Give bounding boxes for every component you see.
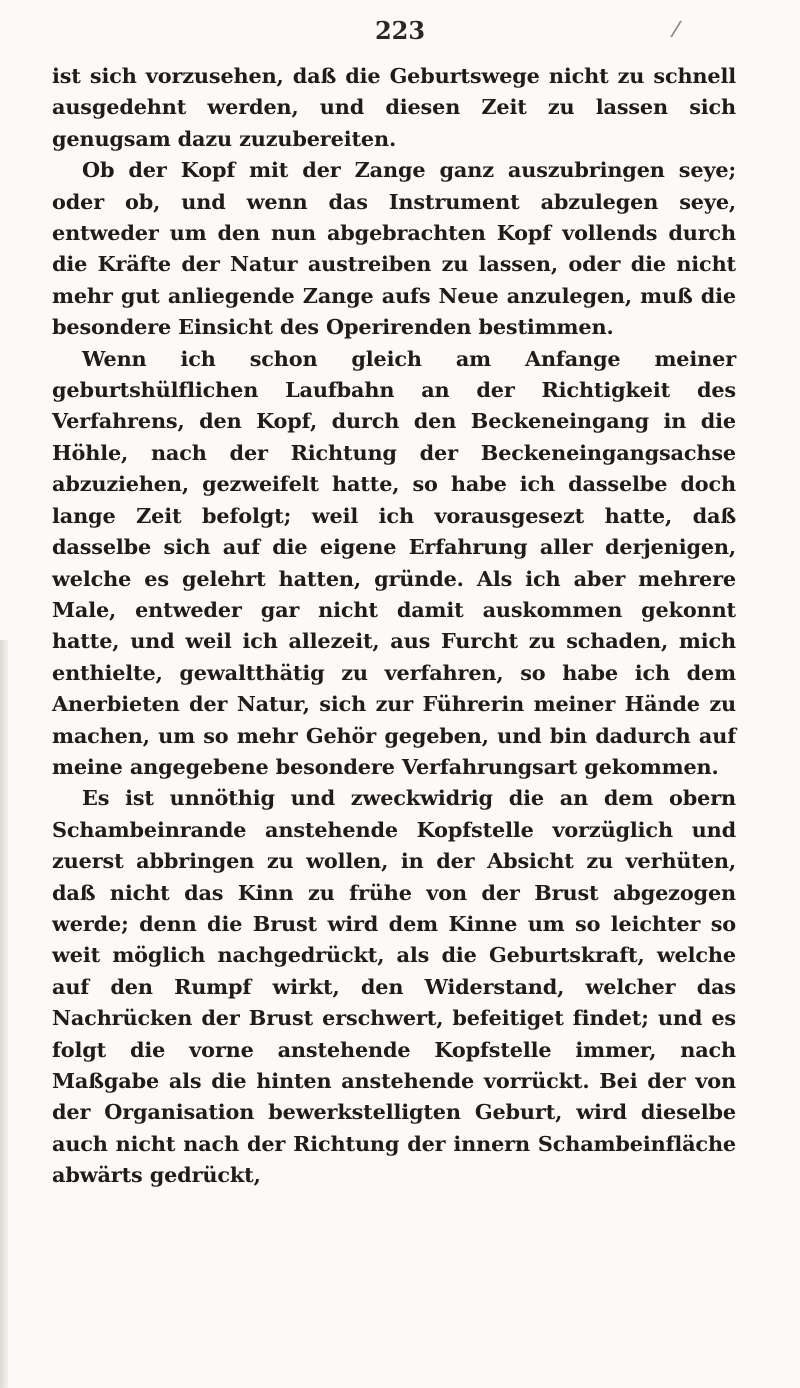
page-number: 223 (374, 16, 426, 45)
corner-mark: / (669, 16, 683, 43)
paragraph-1: ist sich vorzusehen, daß die Geburtswege nicht zu schnell ausgedehnt werden, und diesen Zeit zu lassen sich genugsam dazu zuzubereiten. (52, 63, 736, 151)
paragraph-2: Ob der Kopf mit der Zange ganz auszubringen seye; oder ob, und wenn das Instrument abzulegen seye, entweder um den nun abgebrachten Kopf vollends durch die Kräfte der Natur austreiben zu lassen, oder die nicht mehr gut anliegende Zange aufs Neue anzulegen, muß die besondere Einsicht des Operirenden bestimmen. (52, 157, 736, 340)
page-edge-shadow (0, 640, 8, 1388)
body-text (52, 60, 736, 1191)
paragraph-3: Wenn ich schon gleich am Anfange meiner geburtshülflichen Laufbahn an der Richtigkeit des Verfahrens, den Kopf, durch den Beckeneingang in die Höhle, nach der Richtung der Beckeneingangsachse abzuziehen, gezweifelt hatte, so habe ich dasselbe doch lange Zeit befolgt; weil ich vorausgesezt hatte, daß dasselbe sich auf die eigene Erfahrung aller derjenigen, welche es gelehrt hatten, gründe. Als ich aber mehrere Male, entweder gar nicht damit auskommen gekonnt hatte, und weil ich allezeit, aus Furcht zu schaden, mich enthielte, gewaltthätig zu verfahren, so habe ich dem Anerbieten der Natur, sich zur Führerin meiner Hände zu machen, um so mehr Gehör gegeben, und bin dadurch auf meine angegebene besondere Verfahrungsart gekommen. (52, 345, 736, 779)
paragraph-4: Es ist unnöthig und zweckwidrig die an dem obern Schambeinrande anstehende Kopfstelle vorzüglich und zuerst abbringen zu wollen, in der Absicht zu verhüten, daß nicht das Kinn zu frühe von der Brust abgezogen werde; denn die Brust wird dem Kinne um so leichter so weit möglich nachgedrückt, als die Geburtskraft, welche auf den Rumpf wirkt, den Widerstand, welcher das Nachrücken der Brust erschwert, befeitiget findet; und es folgt die vorne anstehende Kopfstelle immer, nach Maßgabe als die hinten anstehende vorrückt. Bei der von der Organisation bewerkstelligten Geburt, wird dieselbe auch nicht nach der Richtung der innern Schambeinfläche abwärts gedrückt, (52, 785, 736, 1188)
